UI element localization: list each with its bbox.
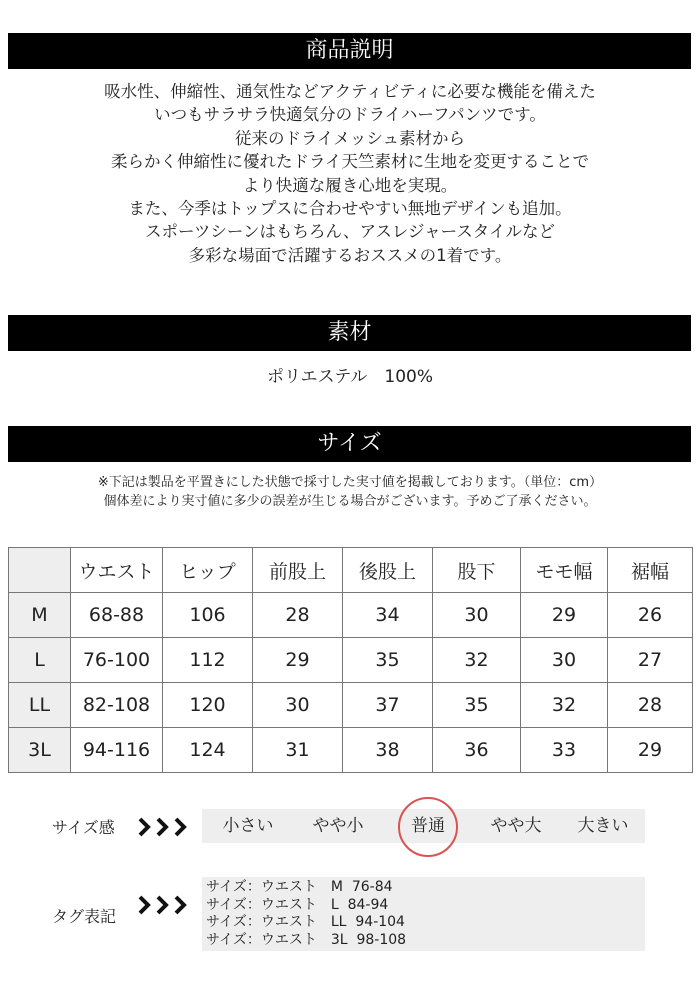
description-header: 商品説明	[8, 33, 691, 69]
table-row	[9, 593, 693, 638]
description-line: 吸水性、伸縮性、通気性などアクティビティに必要な機能を備えた	[104, 82, 596, 101]
table-cell: 112	[163, 638, 253, 683]
description-line: また、今季はトップスに合わせやすい無地デザインも追加。	[128, 199, 572, 219]
size-feel-label: サイズ感	[52, 818, 115, 837]
tag-line: サイズ：ウエスト LL 94-104	[206, 914, 405, 930]
table-cell: 37	[343, 683, 433, 728]
size-table	[8, 547, 693, 773]
table-cell: 32	[521, 683, 608, 728]
size-feel-option: 大きい	[577, 816, 629, 836]
size-feel-option: やや小	[312, 816, 364, 836]
table-cell: 32	[433, 638, 521, 683]
table-cell: 35	[433, 683, 521, 728]
table-cell: 30	[253, 683, 343, 728]
table-row	[9, 728, 693, 773]
size-label-cell: M	[9, 593, 71, 638]
size-feel-option: やや大	[490, 816, 542, 836]
description-line: 柔らかく伸縮性に優れたドライ天竺素材に生地を変更することで	[110, 152, 589, 172]
material-header: 素材	[8, 315, 691, 351]
table-header-cell: 股下	[433, 548, 521, 593]
tag-label: タグ表記	[52, 907, 117, 926]
triple-chevron-right-icon	[138, 816, 194, 838]
size-label-cell: LL	[9, 683, 71, 728]
description-line: いつもサラサラ快適気分のドライハーフパンツです。	[154, 105, 546, 125]
table-cell: 29	[521, 593, 608, 638]
table-cell: 27	[608, 638, 693, 683]
size-header: サイズ	[8, 426, 691, 462]
table-cell: 33	[521, 728, 608, 773]
triple-chevron-right-icon	[138, 894, 194, 916]
size-label-cell: L	[9, 638, 71, 683]
size-note-line: ※下記は製品を平置きにした状態で採寸した実寸値を掲載しております。（単位：cm）	[97, 475, 603, 490]
table-cell: 35	[343, 638, 433, 683]
description-line: 従来のドライメッシュ素材から	[234, 128, 465, 148]
table-cell: 28	[253, 593, 343, 638]
table-row	[9, 638, 693, 683]
table-row	[9, 683, 693, 728]
description-line: 多彩な場面で活躍するおススメの1着です。	[188, 245, 512, 265]
table-cell: 82-108	[71, 683, 163, 728]
tag-line: サイズ：ウエスト 3L 98-108	[206, 931, 407, 948]
tag-line: サイズ：ウエスト L 84-94	[206, 896, 389, 913]
table-cell: 120	[163, 683, 253, 728]
table-cell: 68-88	[71, 593, 163, 638]
size-feel-option: 小さい	[222, 816, 274, 836]
tag-line: サイズ：ウエスト M 76-84	[206, 879, 393, 895]
description-line: より快適な履き心地を実現。	[242, 175, 458, 195]
table-cell: 38	[343, 728, 433, 773]
table-header-cell: モモ幅	[521, 548, 608, 593]
table-header-cell: ヒップ	[163, 548, 253, 593]
size-feel-option-selected: 普通	[411, 816, 445, 836]
table-header-cell: 後股上	[343, 548, 433, 593]
table-header-row	[9, 548, 693, 593]
table-header-cell: ウエスト	[71, 548, 163, 593]
size-label-cell: 3L	[9, 728, 71, 773]
table-cell: 28	[608, 683, 693, 728]
size-note-line: 個体差により実寸値に多少の誤差が生じる場合がございます。予めご了承ください。	[103, 494, 597, 509]
table-cell: 76-100	[71, 638, 163, 683]
table-cell: 29	[253, 638, 343, 683]
table-cell: 34	[343, 593, 433, 638]
table-cell: 36	[433, 728, 521, 773]
table-cell: 26	[608, 593, 693, 638]
selected-circle-marker	[398, 797, 458, 857]
tag-info-box	[202, 877, 645, 951]
table-cell: 94-116	[71, 728, 163, 773]
material-value: ポリエステル 100%	[266, 367, 434, 387]
description-line: スポーツシーンはもちろん、アスレジャースタイルなど	[145, 222, 555, 242]
product-description	[0, 80, 700, 267]
size-notes	[0, 473, 700, 511]
table-cell: 106	[163, 593, 253, 638]
table-cell: 29	[608, 728, 693, 773]
table-header-cell: 前股上	[253, 548, 343, 593]
table-header-cell: 裾幅	[608, 548, 693, 593]
table-header-cell	[9, 548, 71, 593]
table-cell: 30	[433, 593, 521, 638]
table-cell: 124	[163, 728, 253, 773]
table-cell: 31	[253, 728, 343, 773]
table-cell: 30	[521, 638, 608, 683]
